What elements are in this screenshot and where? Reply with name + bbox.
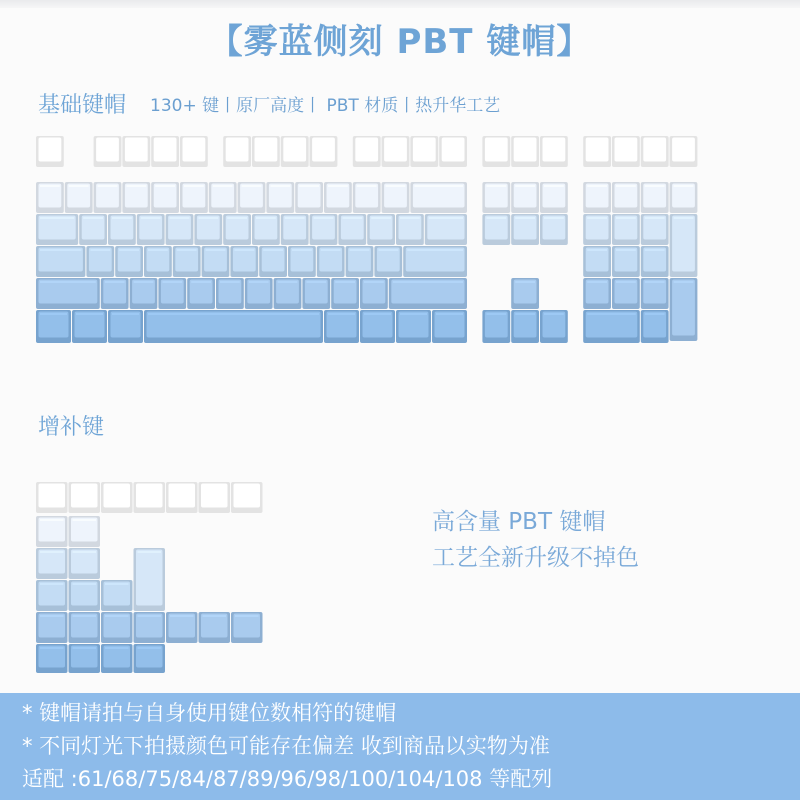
- keycap: [511, 310, 539, 343]
- keycap: [482, 214, 510, 245]
- keycap: [367, 214, 395, 245]
- keycap: [86, 246, 114, 277]
- keycap: [310, 214, 338, 245]
- keycap: [122, 136, 150, 167]
- keycap: [252, 136, 280, 167]
- keycap: [511, 214, 539, 245]
- keycap: [69, 482, 101, 513]
- keycap: [482, 310, 510, 343]
- keycap: [641, 246, 669, 277]
- keycap: [230, 246, 258, 277]
- keycap: [670, 182, 698, 213]
- keycap: [612, 278, 640, 309]
- extra-keys-label: 增补键: [38, 415, 105, 440]
- keycap: [583, 136, 611, 167]
- keycap: [302, 278, 330, 309]
- keycap: [274, 278, 302, 309]
- keycap: [134, 548, 166, 611]
- keycap: [36, 136, 64, 167]
- keycap: [396, 214, 424, 245]
- keycap: [69, 580, 101, 611]
- keycap: [396, 310, 431, 343]
- keycap: [245, 278, 273, 309]
- keycap: [69, 516, 101, 547]
- keycap: [281, 136, 309, 167]
- keycap: [94, 182, 122, 213]
- keycap: [151, 136, 179, 167]
- keycap: [36, 548, 68, 579]
- keycap: [101, 482, 133, 513]
- keycap: [108, 214, 136, 245]
- keycap: [180, 136, 208, 167]
- keycap: [36, 214, 78, 245]
- keycap: [324, 182, 352, 213]
- keycap: [69, 644, 101, 673]
- keycap: [209, 182, 237, 213]
- subtitle-main: 基础键帽: [38, 92, 127, 118]
- keycap: [94, 136, 122, 167]
- keycap: [36, 580, 68, 611]
- keycap: [144, 310, 323, 343]
- keycap: [72, 310, 107, 343]
- keycap: [511, 136, 539, 167]
- note-layout-match: * 键帽请拍与自身使用键位数相符的键帽: [22, 701, 397, 725]
- keycap: [540, 310, 568, 343]
- keycap: [641, 310, 669, 343]
- keycap: [259, 246, 287, 277]
- keycap: [134, 644, 166, 673]
- keycap: [79, 214, 107, 245]
- keycap: [641, 182, 669, 213]
- keycap: [36, 482, 68, 513]
- keycap: [137, 214, 165, 245]
- keycap: [36, 278, 100, 309]
- keycap: [166, 482, 198, 513]
- keycap: [432, 310, 467, 343]
- keycap: [641, 278, 669, 309]
- keycap: [158, 278, 186, 309]
- keycap: [194, 214, 222, 245]
- keycap: [288, 246, 316, 277]
- keycap: [439, 136, 467, 167]
- keycap: [231, 482, 263, 513]
- keycap: [583, 246, 611, 277]
- keycap: [389, 278, 467, 309]
- keycap: [425, 214, 467, 245]
- keycap: [612, 246, 640, 277]
- keycap: [331, 278, 359, 309]
- keycap: [36, 516, 68, 547]
- keycap: [69, 612, 101, 643]
- keycap: [612, 214, 640, 245]
- keycap: [231, 612, 263, 643]
- extra-keycap-set-image: [36, 482, 270, 674]
- keycap: [641, 136, 669, 167]
- feature-line-process: 工艺全新升级不掉色: [432, 545, 639, 571]
- keycap: [511, 278, 539, 309]
- keycap: [266, 182, 294, 213]
- keycap: [187, 278, 215, 309]
- keycap: [101, 580, 133, 611]
- keycap: [403, 246, 467, 277]
- keycap: [511, 182, 539, 213]
- keycap: [166, 214, 194, 245]
- keycap: [540, 182, 568, 213]
- keycap: [173, 246, 201, 277]
- keycap: [641, 214, 669, 245]
- subtitle-specs: 130+ 键丨原厂高度丨 PBT 材质丨热升华工艺: [150, 95, 501, 116]
- keycap: [482, 182, 510, 213]
- keycap: [324, 310, 359, 343]
- keycap: [216, 278, 244, 309]
- keycap: [410, 182, 467, 213]
- keycap: [238, 182, 266, 213]
- keycap: [36, 644, 68, 673]
- keycap: [612, 136, 640, 167]
- keycap: [134, 482, 166, 513]
- keycap: [36, 246, 85, 277]
- keycap: [583, 214, 611, 245]
- keycap: [317, 246, 345, 277]
- note-compatible-layouts: 适配 :61/68/75/84/87/89/96/98/100/104/108 等配列: [22, 767, 553, 791]
- subtitle-row: [38, 88, 500, 118]
- keycap: [346, 246, 374, 277]
- keycap: [338, 214, 366, 245]
- page-title: 【雾蓝侧刻 PBT 键帽】: [208, 22, 592, 62]
- keycap: [583, 182, 611, 213]
- keycap: [151, 182, 179, 213]
- full-keycap-set-image: [36, 136, 770, 350]
- keycap: [101, 644, 133, 673]
- keycap: [36, 612, 68, 643]
- notes-banner: [0, 693, 800, 800]
- keycap: [130, 278, 158, 309]
- keycap: [101, 612, 133, 643]
- keycap: [36, 310, 71, 343]
- keycap: [101, 278, 129, 309]
- keycap: [65, 182, 93, 213]
- keycap: [410, 136, 438, 167]
- keycap: [134, 612, 166, 643]
- keycap: [223, 136, 251, 167]
- keycap: [310, 136, 338, 167]
- keycap: [670, 214, 698, 277]
- keycap: [199, 612, 231, 643]
- keycap: [382, 136, 410, 167]
- keycap: [36, 182, 64, 213]
- keycap: [374, 246, 402, 277]
- keycap: [353, 136, 381, 167]
- top-strip: [0, 0, 800, 8]
- keycap: [353, 182, 381, 213]
- keycap: [670, 278, 698, 341]
- keycap: [180, 182, 208, 213]
- keycap: [202, 246, 230, 277]
- keycap: [122, 182, 150, 213]
- keycap: [612, 182, 640, 213]
- keycap: [252, 214, 280, 245]
- keycap: [360, 310, 395, 343]
- keycap: [670, 136, 698, 167]
- keycap: [295, 182, 323, 213]
- keycap: [69, 548, 101, 579]
- keycap: [115, 246, 143, 277]
- feature-line-pbt: 高含量 PBT 键帽: [432, 509, 606, 535]
- keycap: [382, 182, 410, 213]
- keycap: [199, 482, 231, 513]
- keycap: [540, 136, 568, 167]
- note-color-variance: * 不同灯光下拍摄颜色可能存在偏差 收到商品以实物为准: [22, 734, 550, 758]
- keycap: [144, 246, 172, 277]
- keycap: [223, 214, 251, 245]
- keycap: [166, 612, 198, 643]
- keycap: [108, 310, 143, 343]
- feature-text: [432, 504, 639, 576]
- keycap: [360, 278, 388, 309]
- keycap: [583, 278, 611, 309]
- keycap: [540, 214, 568, 245]
- keycap: [583, 310, 640, 343]
- keycap: [281, 214, 309, 245]
- keycap: [482, 136, 510, 167]
